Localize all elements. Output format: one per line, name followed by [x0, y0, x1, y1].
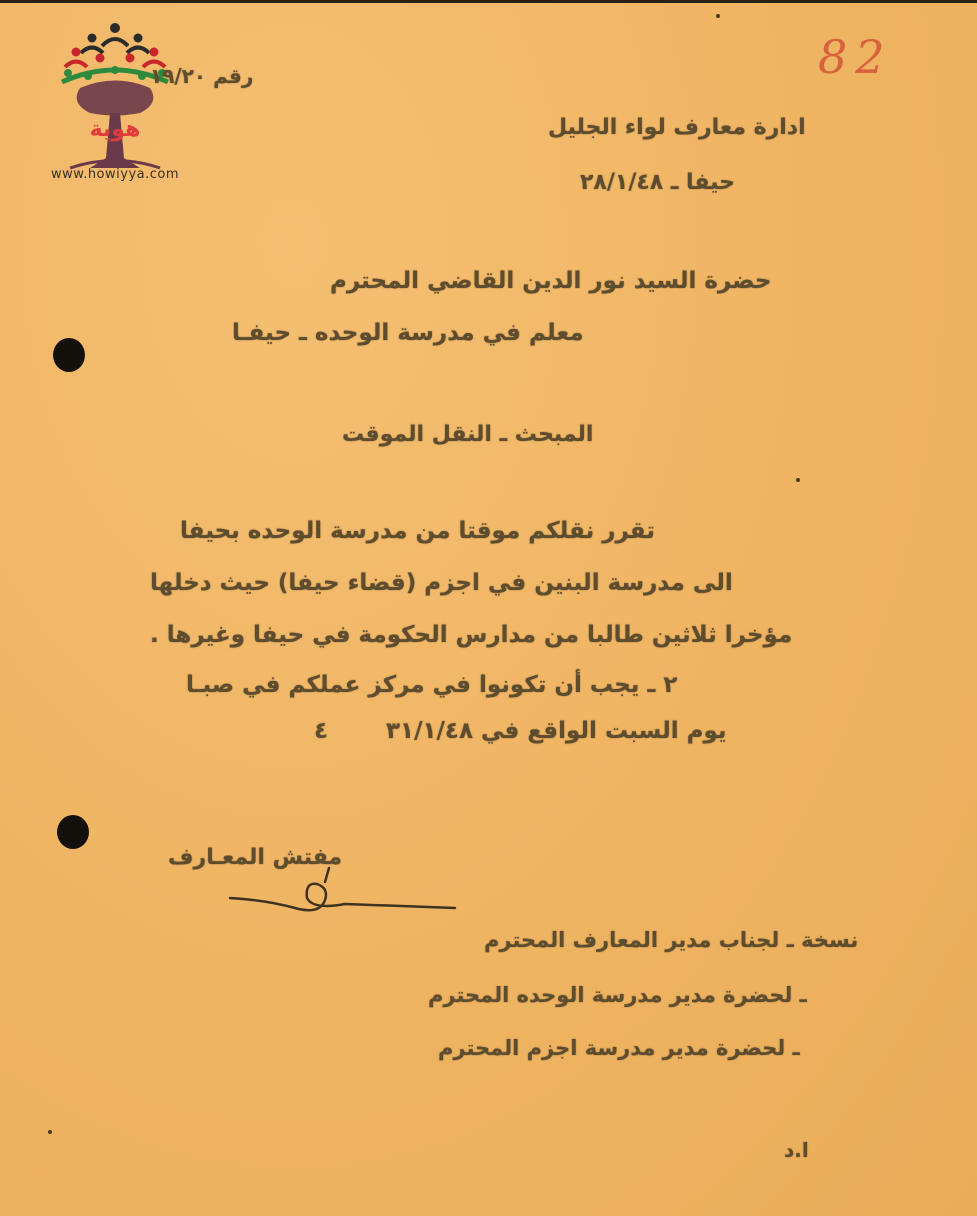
addressee-name: حضرة السيد نور الدين القاضي المحترم [330, 268, 772, 294]
howiyya-logo [40, 18, 190, 188]
copy-line: نسخة ـ لجناب مدير المعارف المحترم [484, 928, 859, 952]
subject-line: المبحث ـ النقل الموقت [342, 422, 594, 447]
signature-title: مفتش المعـارف [168, 845, 343, 870]
reference-number: رقم ١٩/٢٠ [150, 64, 254, 88]
punch-hole [53, 338, 85, 372]
paper-speck [716, 14, 720, 18]
svg-text:هوية: هوية [89, 117, 141, 142]
watermark-url: www.howiyya.com [50, 167, 180, 182]
copy-line: ـ لحضرة مدير مدرسة اجزم المحترم [438, 1036, 800, 1060]
svg-text:صل: صل [313, 890, 315, 891]
body-line-date: يوم السبت الواقع في ٣١/١/٤٨ [386, 718, 727, 744]
typist-initials: ا.د [784, 1138, 809, 1162]
place-date: حيفا ـ ٢٨/١/٤٨ [580, 170, 735, 195]
body-line: مؤخرا ثلاثين طالبا من مدارس الحكومة في حيفا وغيرها . [150, 622, 793, 648]
handwritten-signature [225, 860, 465, 920]
archive-number: 82 [818, 30, 893, 84]
punch-hole [57, 815, 89, 849]
paper-speck [48, 1130, 52, 1134]
top-edge [0, 0, 977, 3]
issuing-authority: ادارة معارف لواء الجليل [548, 115, 806, 140]
body-line-tail: ٤ [314, 718, 329, 744]
body-line: الى مدرسة البنين في اجزم (قضاء حيفا) حيث دخلها [150, 570, 733, 596]
body-line: ٢ ـ يجب أن تكونوا في مركز عملكم في صبـا [186, 672, 678, 698]
logo-tree-icon [70, 81, 160, 169]
paper-speck [796, 478, 800, 482]
copy-line: ـ لحضرة مدير مدرسة الوحده المحترم [428, 983, 807, 1007]
body-line: تقرر نقلكم موقتا من مدرسة الوحده بحيفا [180, 518, 655, 544]
addressee-position: معلم في مدرسة الوحده ـ حيفـا [232, 320, 584, 346]
